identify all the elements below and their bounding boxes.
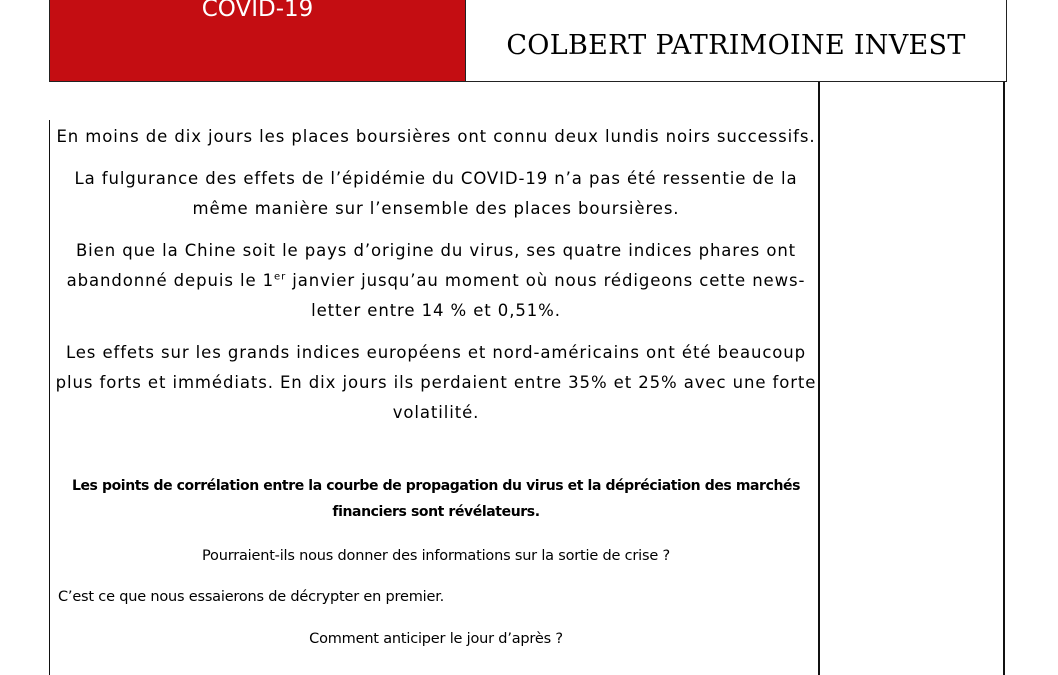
left-border-line (49, 120, 50, 675)
paragraph-china-end: janvier jusqu’au moment où nous rédigeons cette news-letter entre 14 % et 0,51%. (286, 271, 806, 320)
paragraph-china-start: Bien que la Chine soit le pays d’origine du virus, ses quatre indices phares ont abandonné depuis le 1 (66, 241, 797, 290)
section-header-box (49, 0, 466, 82)
article-body (52, 118, 820, 650)
paragraph-europe: Les effets sur les grands indices européens et nord-américains ont été beaucoup plus forts et immédiats. En dix jours ils perdaient entre 35% et 25% avec une forte volatilité. (55, 343, 817, 422)
sidebar-right-border (1003, 82, 1005, 675)
question-exit-crisis: Pourraient-ils nous donner des informations sur la sortie de crise ? (202, 548, 670, 564)
paragraph-intro: En moins de dix jours les places boursières ont connu deux lundis noirs successifs. (56, 127, 816, 146)
paragraph-china (52, 236, 820, 326)
highlight-paragraph: Les points de corrélation entre la courbe de propagation du virus et la dépréciation des marchés financiers sont révélateurs. (71, 478, 801, 520)
section-title: COVID-19 (201, 0, 314, 22)
paragraph-epidemic: La fulgurance des effets de l’épidémie du COVID-19 n’a pas été ressentie de la même manière sur l’ensemble des places boursières. (74, 169, 798, 218)
question-next-day: Comment anticiper le jour d’après ? (309, 631, 563, 647)
brand-header-box (465, 0, 1007, 82)
ordinal-superscript: er (274, 271, 287, 283)
brand-title: COLBERT PATRIMOINE INVEST (506, 30, 966, 61)
statement-decrypt: C’est ce que nous essaierons de décrypter en premier. (58, 589, 445, 605)
